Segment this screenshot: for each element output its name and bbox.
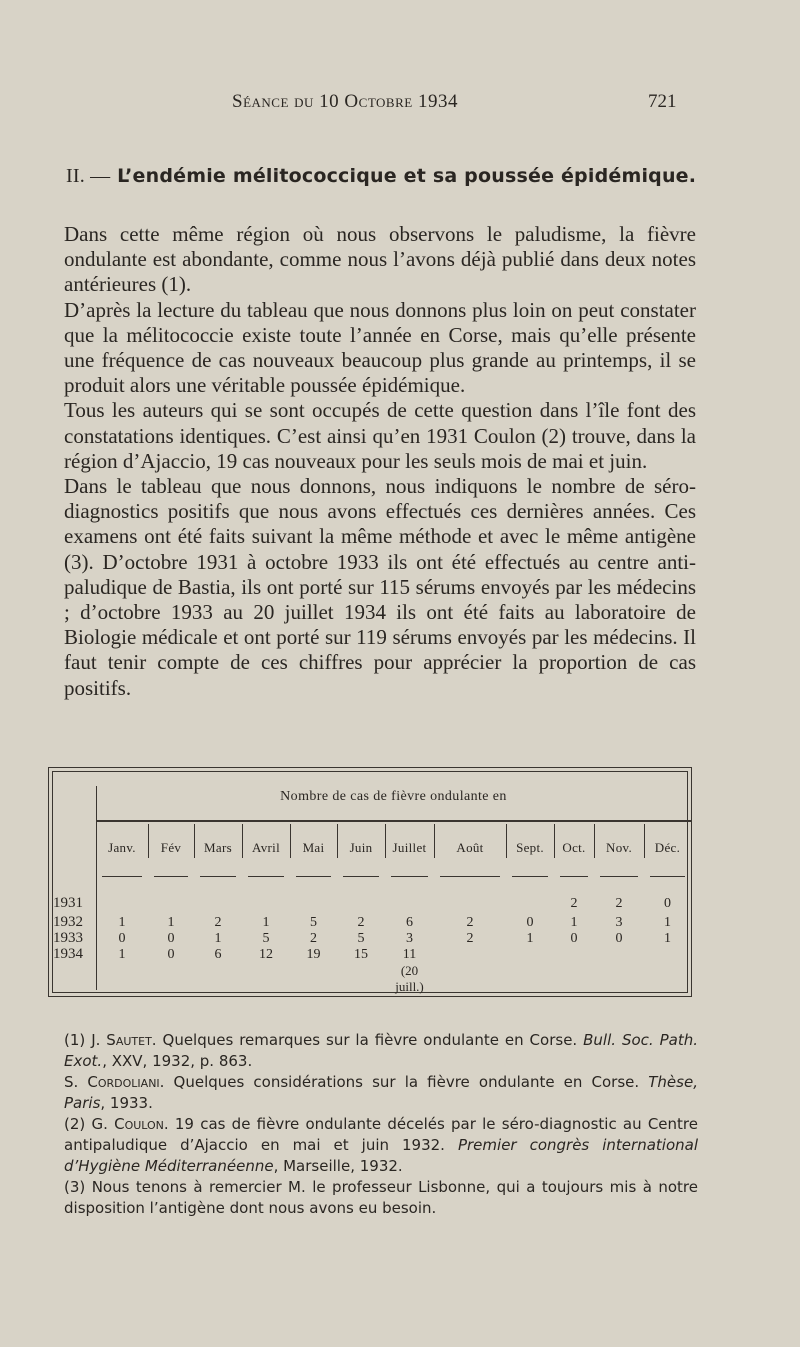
footnote-source: Thèse, Paris [64, 1073, 698, 1112]
table-col-header: Fév [160, 840, 182, 855]
section-title [66, 165, 696, 188]
page-number: 721 [648, 91, 677, 112]
table-cell: 2 [310, 931, 317, 946]
table-cell: 1 [167, 915, 175, 930]
table-cell: 15 [354, 947, 368, 962]
table-col-header: Janv. [108, 840, 136, 855]
footnote-author: G. Coulon. [91, 1115, 169, 1133]
table-cell: 1 [664, 915, 671, 930]
table-dash [391, 876, 428, 877]
footnote-ref: , XXV, 1932, p. 863. [102, 1052, 253, 1070]
table-col-header: Oct. [562, 840, 586, 855]
table-cell: 1 [118, 947, 126, 962]
table-col-header: Mars [204, 840, 232, 855]
footnotes [64, 1030, 698, 1219]
paragraph: Dans cette même région où nous observons le paludisme, la fièvre ondulante est abondante, comme nous l’avons déjà publié dans deux notes antérieures (1). [64, 222, 696, 297]
footnote-author: S. Cordoliani. [64, 1073, 165, 1091]
table-dash [600, 876, 638, 877]
table-dash [650, 876, 685, 877]
table-cell: 1 [526, 931, 534, 946]
running-head-title: Séance du 10 Octobre 1934 [232, 91, 458, 112]
footnote-source: Premier congrès international d’Hygiène Méditerranéenne [64, 1136, 698, 1175]
footnote-ref: , Marseille, 1932. [273, 1157, 403, 1175]
table-cell: 2 [466, 915, 474, 930]
table-body [49, 768, 691, 996]
table-cell: 0 [118, 931, 126, 946]
fever-cases-table [48, 767, 692, 997]
footnote-number: (1) [64, 1031, 86, 1049]
table-row-header: 1933 [53, 930, 83, 946]
table-cell: 11 [402, 947, 417, 962]
table-cell: 5 [310, 915, 317, 930]
footnote-1a [64, 1030, 698, 1072]
table-dash [343, 876, 379, 877]
section-number: II. — [66, 165, 111, 187]
footnote-ref: , 1933. [100, 1094, 153, 1112]
table-cell: 19 [306, 947, 321, 962]
table-col-header: Nov. [606, 840, 632, 855]
table-dash [560, 876, 588, 877]
running-head [0, 91, 800, 117]
table-row-header: 1934 [53, 946, 83, 962]
table-row-header: 1932 [53, 914, 83, 930]
table-rule [96, 820, 691, 822]
footnote-number: (2) [64, 1115, 86, 1133]
footnote-source: Bull. Soc. Path. Exot. [64, 1031, 698, 1070]
table-cell: 1 [118, 915, 126, 930]
table-cell: 0 [664, 896, 671, 911]
table-col-header: Déc. [654, 840, 681, 855]
table-cell: 1 [664, 931, 671, 946]
table-col-header: Avril [252, 840, 280, 855]
table-dash [154, 876, 188, 877]
table-dash [296, 876, 331, 877]
footnote-number: (3) [64, 1178, 86, 1196]
footnote-3 [64, 1177, 698, 1219]
table-cell: 3 [615, 915, 623, 930]
table-cell: 6 [214, 947, 222, 962]
table-cell: 3 [406, 931, 413, 946]
table-cell-note: (20 juill.) [395, 963, 424, 994]
table-dash [102, 876, 142, 877]
table-col-header: Juin [349, 840, 373, 855]
table-cell: 1 [214, 931, 222, 946]
footnote-author: J. Sautet. [91, 1031, 157, 1049]
table-row-header: 1931 [53, 895, 83, 911]
footnote-text: Quelques considérations sur la fièvre ondulante en Corse. [164, 1073, 649, 1091]
table-cell: 2 [214, 915, 222, 930]
table-dash [248, 876, 284, 877]
table-dash [200, 876, 236, 877]
table-cell: 0 [167, 931, 175, 946]
paragraph: Tous les auteurs qui se sont occupés de cette question dans l’île font des constatations identiques. C’est ainsi qu’en 1931 Coulon (2) trouve, dans la région d’Ajaccio, 19 cas nouveaux pour les seuls mois de mai et juin. [64, 398, 696, 473]
table-cell: 6 [406, 915, 413, 930]
table-col-header: Juillet [392, 840, 427, 855]
table-cell: 5 [357, 931, 365, 946]
table-cell: 5 [262, 931, 270, 946]
paragraph: Dans le tableau que nous donnons, nous indiquons le nombre de séro-diagnostics positifs que nous avons effectués ces dernières années. Ces examens ont été faits suivant la même méthode et avec le même antigène (3). D’octobre 1931 à octobre 1933 ils ont été effectués au centre anti-paludique de Bastia, ils ont porté sur 115 sérums envoyés par les médecins ; d’octobre 1933 au 20 juillet 1934 ils ont été faits au laboratoire de Biologie médicale et ont porté sur 119 sérums envoyés par les médecins. Il faut tenir compte de ces chiffres pour apprécier la proportion de cas positifs. [64, 474, 696, 700]
paragraph: D’après la lecture du tableau que nous donnons plus loin on peut constater que la mélitococcie existe toute l’année en Corse, mais qu’elle présente une fréquence de cas nouveaux beaucoup plus grande au printemps, il se produit alors une véritable poussée épidémique. [64, 297, 696, 398]
table-cell: 2 [615, 896, 623, 911]
footnote-text: Nous tenons à remercier M. le professeur Lisbonne, qui a toujours mis à notre disposition l’antigène dont nous avons eu besoin. [64, 1178, 698, 1217]
table-cell: 12 [259, 947, 273, 962]
section-heading: L’endémie mélitococcique et sa poussée épidémique. [117, 165, 697, 187]
table-dash [512, 876, 548, 877]
table-cell: 0 [570, 931, 578, 946]
table-col-header: Août [456, 840, 484, 855]
table-cell: 0 [615, 931, 623, 946]
footnote-text: 19 cas de fièvre ondulante décelés par le séro-diagnostic au Centre antipaludique d’Ajaccio en mai et juin 1932. [64, 1115, 698, 1154]
table-caption: Nombre de cas de fièvre ondulante en [280, 789, 507, 804]
body-text [64, 222, 696, 701]
footnote-2 [64, 1114, 698, 1177]
table-dash [440, 876, 500, 877]
table-cell: 1 [570, 915, 578, 930]
table-col-header: Mai [302, 840, 325, 855]
table-cell: 0 [526, 915, 534, 930]
table-cell: 2 [570, 896, 578, 911]
table-cell: 0 [167, 947, 175, 962]
table-cell: 2 [466, 931, 474, 946]
table-col-header: Sept. [516, 840, 544, 855]
table-cell: 2 [357, 915, 365, 930]
footnote-1b [64, 1072, 698, 1114]
footnote-text: Quelques remarques sur la fièvre ondulante en Corse. [156, 1031, 584, 1049]
table-cell: 1 [262, 915, 270, 930]
